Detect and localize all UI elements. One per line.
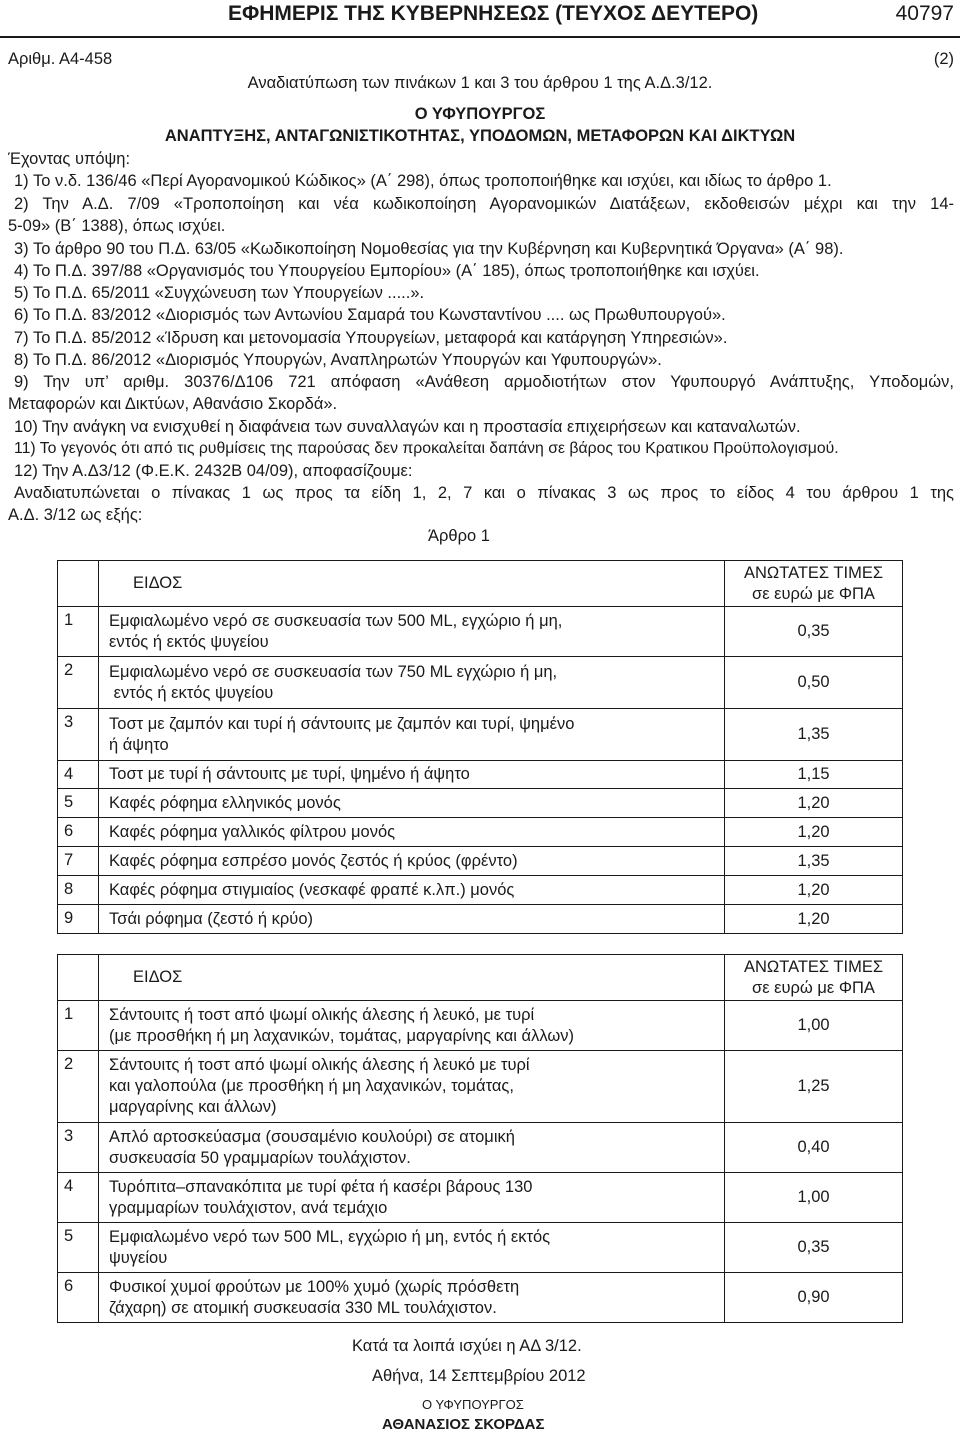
- item-price: 1,35: [725, 709, 903, 761]
- item-number: 5: [58, 789, 99, 818]
- item-price: 1,00: [725, 1001, 903, 1051]
- consideration-item: 5-09» (Β΄ 1388), όπως ισχύει.: [8, 217, 226, 235]
- consideration-item: 3) Το άρθρο 90 του Π.Δ. 63/05 «Κωδικοποίηση Νομοθεσίας για την Κυβέρνηση και Κυβερνητικά Όργανα» (Α΄ 98).: [14, 240, 844, 258]
- item-number: 9: [58, 905, 99, 934]
- table-row: [58, 1223, 903, 1273]
- table-row: [58, 1001, 903, 1051]
- consideration-item: 5) Το Π.Δ. 65/2011 «Συγχώνευση των Υπουργείων .....».: [14, 284, 425, 302]
- table-row: [58, 1173, 903, 1223]
- item-column-header: ΕΙΔΟΣ: [99, 561, 725, 607]
- table-row: [58, 847, 903, 876]
- item-number: 6: [58, 1273, 99, 1323]
- consideration-item: Μεταφορών και Δικτύων, Αθανάσιο Σκορδά».: [8, 395, 338, 413]
- decision-subject: Αναδιατύπωση των πινάκων 1 και 3 του άρθρου 1 της Α.Δ.3/12.: [247, 74, 713, 92]
- remainder-clause: Κατά τα λοιπά ισχύει η ΑΔ 3/12.: [352, 1337, 582, 1355]
- decision-number: Αριθμ. Α4-458: [8, 50, 113, 68]
- item-price: 1,15: [725, 761, 903, 789]
- consideration-item: 4) Το Π.Δ. 397/88 «Οργανισμός του Υπουργείου Εμπορίου» (Α΄ 185), όπως τροποποιήθηκε και ισχύει.: [14, 262, 760, 280]
- item-number: 4: [58, 1173, 99, 1223]
- item-price: 0,50: [725, 657, 903, 709]
- table-row: [58, 905, 903, 934]
- item-number: 6: [58, 818, 99, 847]
- item-description: Εμφιαλωμένο νερό σε συσκευασία των 500 ML, εγχώριο ή μη, εντός ή εκτός ψυγείου: [99, 607, 725, 657]
- item-price: 1,20: [725, 905, 903, 934]
- item-description: Σάντουιτς ή τοστ από ψωμί ολικής άλεσης ή λευκό με τυρί και γαλοπούλα (με προσθήκη ή μη λαχανικών, τομάτας, μαργαρίνης και άλλων): [99, 1051, 725, 1123]
- authority-ministry: ΑΝΑΠΤΥΞΗΣ, ΑΝΤΑΓΩΝΙΣΤΙΚΟΤΗΤΑΣ, ΥΠΟΔΟΜΩΝ, ΜΕΤΑΦΟΡΩΝ ΚΑΙ ΔΙΚΤΥΩΝ: [164, 127, 796, 145]
- item-description: Τοστ με τυρί ή σάντουιτς με τυρί, ψημένο ή άψητο: [99, 761, 725, 789]
- item-description: Φυσικοί χυμοί φρούτων με 100% χυμό (χωρίς πρόσθετη ζάχαρη) σε ατομική συσκευασία 330 ML τουλάχιστον.: [99, 1273, 725, 1323]
- authority-title: Ο ΥΦΥΠΟΥΡΓΟΣ: [414, 105, 546, 123]
- item-description: Εμφιαλωμένο νερό των 500 ML, εγχώριο ή μη, εντός ή εκτός ψυγείου: [99, 1223, 725, 1273]
- table-row: [58, 789, 903, 818]
- item-price: 1,20: [725, 818, 903, 847]
- item-number: 2: [58, 657, 99, 709]
- item-number: 1: [58, 1001, 99, 1051]
- gazette-title: ΕΦΗΜΕΡΙΣ ΤΗΣ ΚΥΒΕΡΝΗΣΕΩΣ (ΤΕΥΧΟΣ ΔΕΥΤΕΡΟ): [228, 2, 759, 25]
- item-price: 0,40: [725, 1123, 903, 1173]
- price-table-1: [57, 560, 903, 934]
- signatory-name: ΑΘΑΝΑΣΙΟΣ ΣΚΟΡΔΑΣ: [382, 1416, 545, 1433]
- item-description: Καφές ρόφημα ελληνικός μονός: [99, 789, 725, 818]
- consideration-item: 9) Την υπ’ αριθμ. 30376/Δ106 721 απόφαση «Ανάθεση αρμοδιοτήτων στον Υφυπουργό Ανάπτυξης, Υποδομών,: [14, 373, 954, 391]
- item-price: 1,25: [725, 1051, 903, 1123]
- item-number: 2: [58, 1051, 99, 1123]
- item-number: 4: [58, 761, 99, 789]
- item-description: Καφές ρόφημα εσπρέσο μονός ζεστός ή κρύος (φρέντο): [99, 847, 725, 876]
- consideration-item: 10) Την ανάγκη να ενισχυθεί η διαφάνεια των συναλλαγών και η προστασία επιχειρήσεων και καταναλωτών.: [14, 418, 801, 436]
- item-description: Καφές ρόφημα στιγμιαίος (νεσκαφέ φραπέ κ.λπ.) μονός: [99, 876, 725, 905]
- decision-marker: (2): [933, 50, 954, 68]
- item-description: Απλό αρτοσκεύασμα (σουσαμένιο κουλούρι) σε ατομική συσκευασία 50 γραμμαρίων τουλάχιστον.: [99, 1123, 725, 1173]
- header-divider: [0, 36, 960, 38]
- item-price: 0,90: [725, 1273, 903, 1323]
- item-number: 3: [58, 1123, 99, 1173]
- consideration-item: 8) Το Π.Δ. 86/2012 «Διορισμός Υπουργών, Αναπληρωτών Υπουργών και Υφυπουργών».: [14, 351, 662, 369]
- item-number: 1: [58, 607, 99, 657]
- item-description: Τσάι ρόφημα (ζεστό ή κρύο): [99, 905, 725, 934]
- signatory-title: Ο ΥΦΥΠΟΥΡΓΟΣ: [422, 1397, 524, 1412]
- item-column-header: ΕΙΔΟΣ: [99, 955, 725, 1001]
- item-price: 1,20: [725, 876, 903, 905]
- table-row: [58, 607, 903, 657]
- item-number: 7: [58, 847, 99, 876]
- decision-text: Αναδιατυπώνεται ο πίνακας 1 ως προς τα είδη 1, 2, 7 και ο πίνακας 3 ως προς το είδος 4 του άρθρου 1 της: [14, 484, 954, 502]
- item-price: 1,20: [725, 789, 903, 818]
- price-column-header: ΑΝΩΤΑΤΕΣ ΤΙΜΕΣ σε ευρώ με ΦΠΑ: [725, 561, 903, 607]
- table-row: [58, 1273, 903, 1323]
- table-row: [58, 1051, 903, 1123]
- table-row: [58, 1123, 903, 1173]
- consideration-item: 7) Το Π.Δ. 85/2012 «Ίδρυση και μετονομασία Υπουργείων, μεταφορά και κατάργηση Υπηρεσιών».: [14, 329, 728, 347]
- item-description: Τοστ με ζαμπόν και τυρί ή σάντουιτς με ζαμπόν και τυρί, ψημένο ή άψητο: [99, 709, 725, 761]
- item-description: Σάντουιτς ή τοστ από ψωμί ολικής άλεσης ή λευκό, με τυρί (με προσθήκη ή μη λαχανικών, τομάτας, μαργαρίνης και άλλων): [99, 1001, 725, 1051]
- price-column-header: ΑΝΩΤΑΤΕΣ ΤΙΜΕΣ σε ευρώ με ΦΠΑ: [725, 955, 903, 1001]
- item-price: 0,35: [725, 1223, 903, 1273]
- considering-heading: Έχοντας υπόψη:: [8, 150, 131, 168]
- consideration-item: 6) Το Π.Δ. 83/2012 «Διορισμός των Αντωνίου Σαμαρά του Κωνσταντίνου .... ως Πρωθυπουργού».: [14, 306, 726, 324]
- item-number: 8: [58, 876, 99, 905]
- item-number: 3: [58, 709, 99, 761]
- decision-text: Α.Δ. 3/12 ως εξής:: [8, 506, 143, 524]
- item-number: 5: [58, 1223, 99, 1273]
- item-description: Εμφιαλωμένο νερό σε συσκευασία των 750 ML εγχώριο ή μη, εντός ή εκτός ψυγείου: [99, 657, 725, 709]
- consideration-item: 1) Το ν.δ. 136/46 «Περί Αγορανομικού Κώδικος» (Α΄ 298), όπως τροποποιήθηκε και ισχύει, και ιδίως το άρθρο 1.: [14, 172, 832, 190]
- table-header-row: [58, 955, 903, 1001]
- consideration-item: 2) Την Α.Δ. 7/09 «Τροποποίηση και νέα κωδικοποίηση Αγορανομικών Διατάξεων, εκδοθεισών μέχρι και την 14-: [14, 195, 954, 213]
- table-row: [58, 761, 903, 789]
- table-row: [58, 876, 903, 905]
- price-table-2: [57, 954, 903, 1323]
- page-number: 40797: [895, 2, 954, 25]
- table-row: [58, 657, 903, 709]
- place-date: Αθήνα, 14 Σεπτεμβρίου 2012: [372, 1367, 586, 1385]
- article-heading: Άρθρο 1: [428, 527, 490, 545]
- table-row: [58, 709, 903, 761]
- item-description: Τυρόπιτα–σπανακόπιτα με τυρί φέτα ή κασέρι βάρους 130 γραμμαρίων τουλάχιστον, ανά τεμάχιο: [99, 1173, 725, 1223]
- item-price: 0,35: [725, 607, 903, 657]
- table-row: [58, 818, 903, 847]
- consideration-item: 11) Το γεγονός ότι από τις ρυθμίσεις της παρούσας δεν προκαλείται δαπάνη σε βάρος του Κρατικου Προϋπολογισμού.: [14, 440, 839, 457]
- item-price: 1,00: [725, 1173, 903, 1223]
- consideration-item: 12) Την Α.Δ3/12 (Φ.Ε.Κ. 2432Β 04/09), αποφασίζουμε:: [14, 462, 413, 480]
- item-description: Καφές ρόφημα γαλλικός φίλτρου μονός: [99, 818, 725, 847]
- table-header-row: [58, 561, 903, 607]
- item-price: 1,35: [725, 847, 903, 876]
